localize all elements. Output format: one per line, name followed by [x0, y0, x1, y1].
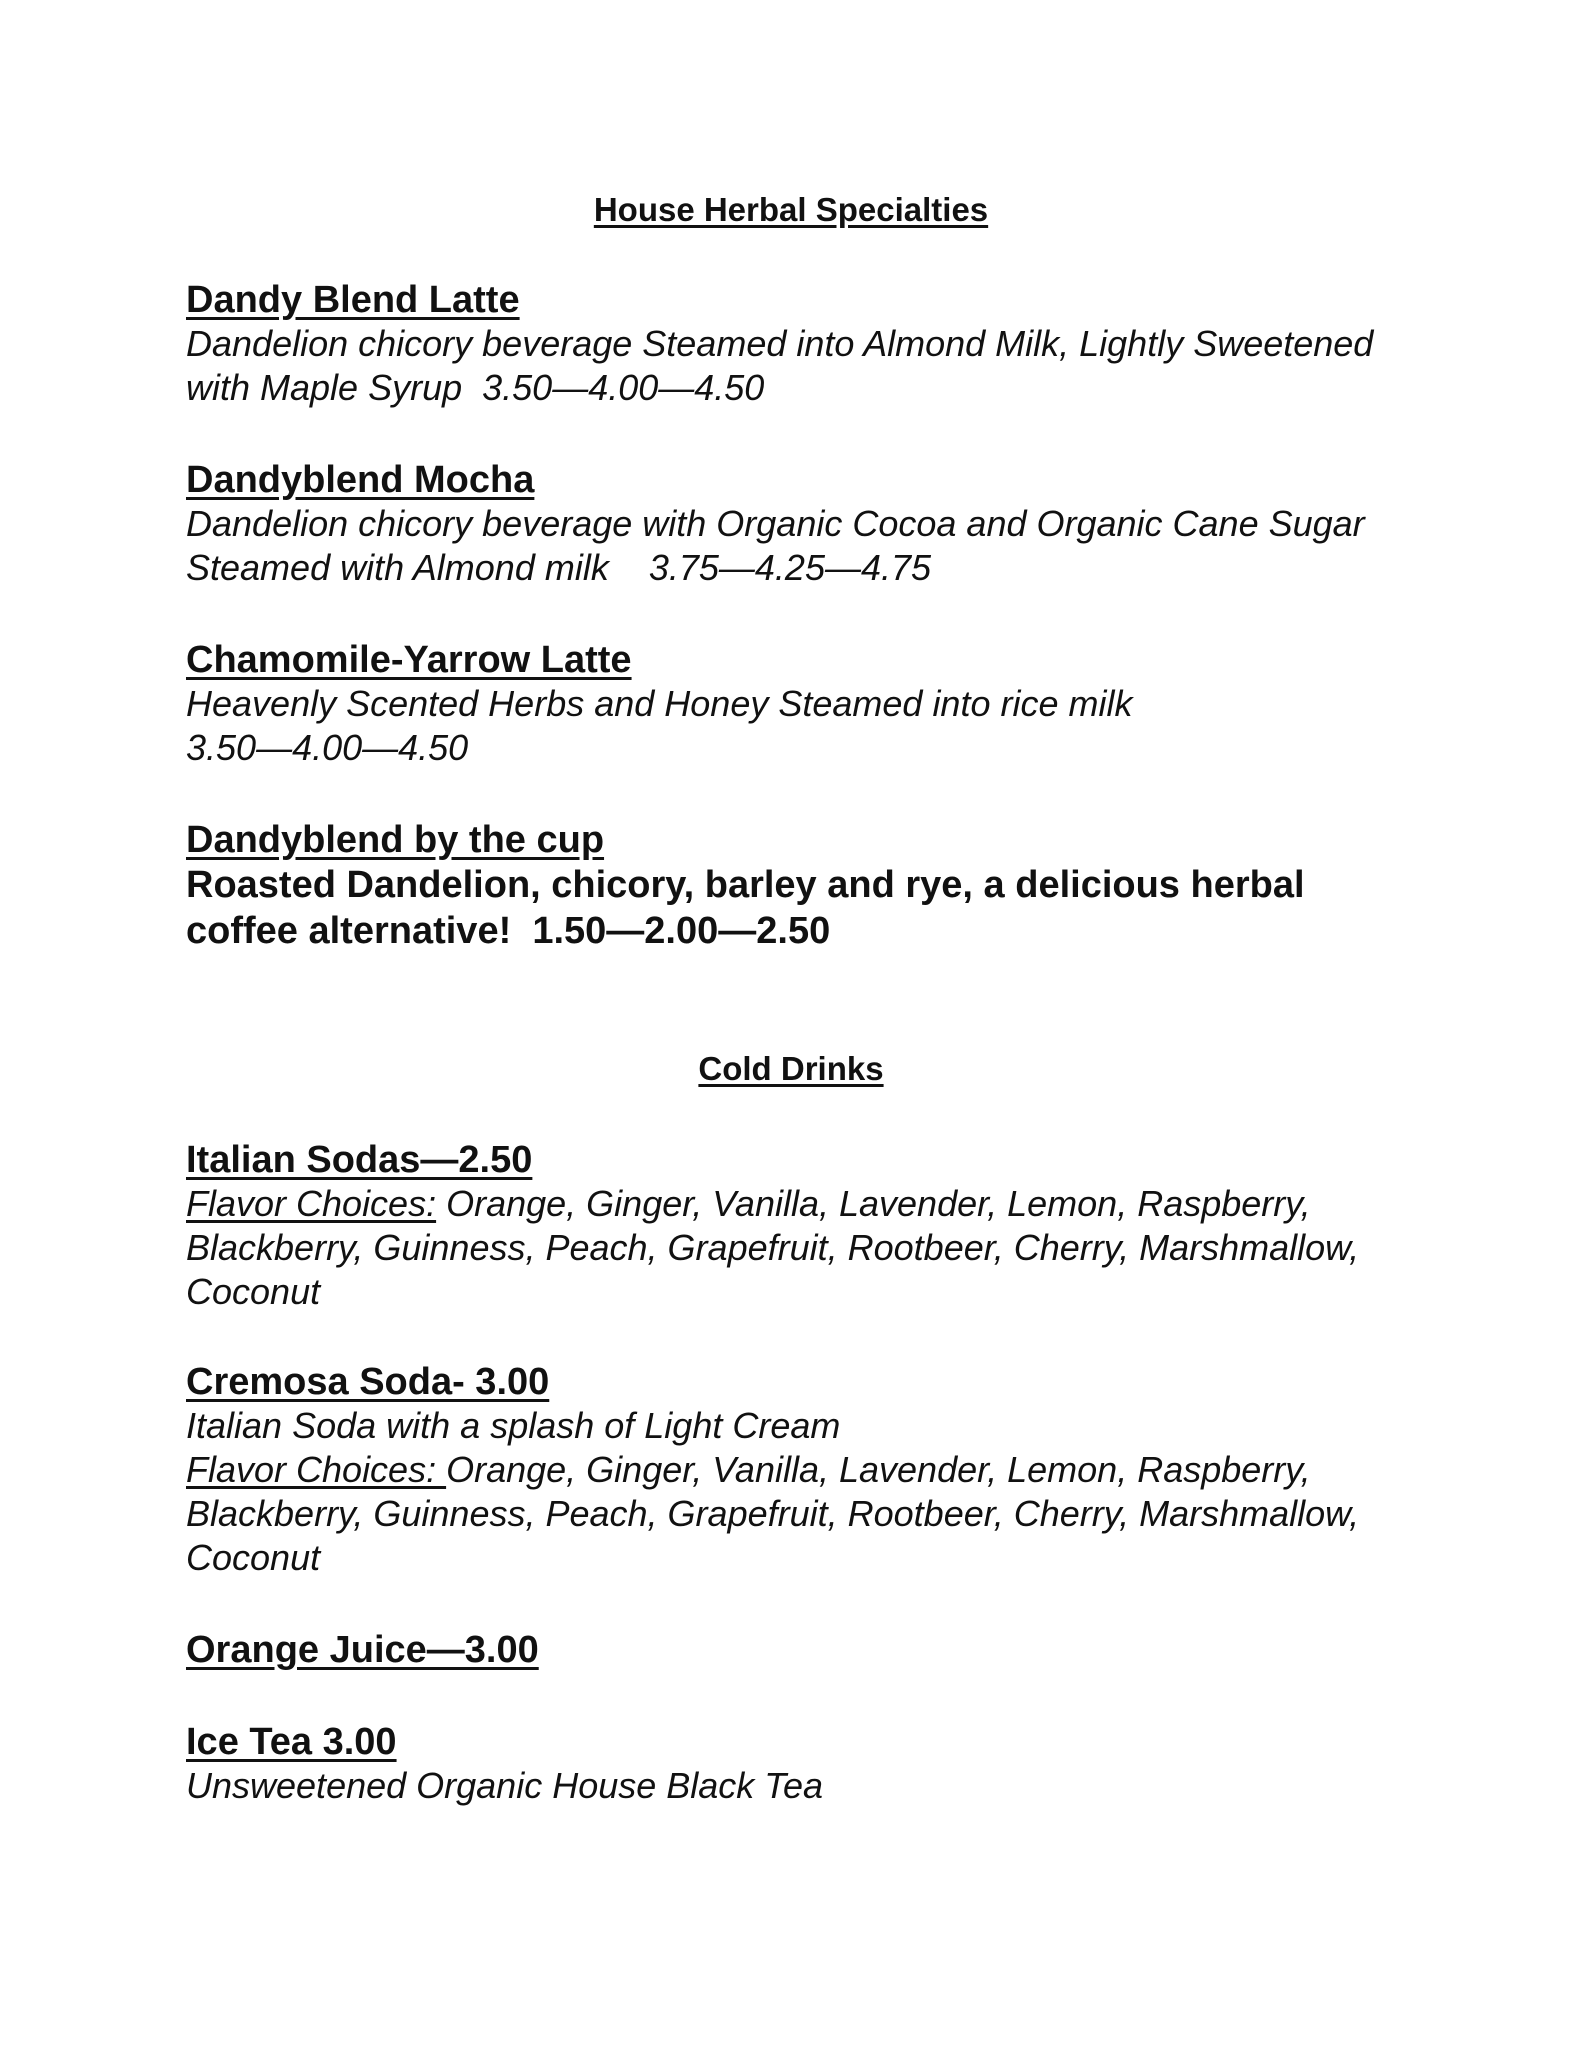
flavor-list: Orange, Ginger, Vanilla, Lavender, Lemon, Raspberry, [436, 1183, 1311, 1224]
flavor-choices-label: Flavor Choices: [186, 1449, 447, 1490]
flavor-list-line: Blackberry, Guinness, Peach, Grapefruit, Rootbeer, Cherry, Marshmallow, [186, 1493, 1360, 1534]
section-title-herbal: House Herbal Specialties [593, 191, 989, 228]
item-description-line: coffee alternative! 1.50—2.00—2.50 [186, 910, 831, 952]
flavor-choices-label: Flavor Choices: [186, 1183, 437, 1224]
item-title: Dandyblend Mocha [186, 459, 535, 501]
flavor-list-line: Coconut [186, 1271, 321, 1312]
item-description-line: Dandelion chicory beverage with Organic Cocoa and Organic Cane Sugar [186, 503, 1365, 544]
item-description-line: 3.50—4.00—4.50 [186, 727, 469, 768]
menu-item-orange-juice [186, 1628, 1416, 1672]
menu-item-ice-tea [186, 1720, 1416, 1808]
item-description-line: Heavenly Scented Herbs and Honey Steamed into rice milk [186, 683, 1133, 724]
flavor-list-line: Blackberry, Guinness, Peach, Grapefruit, Rootbeer, Cherry, Marshmallow, [186, 1227, 1360, 1268]
item-title: Dandy Blend Latte [186, 279, 520, 321]
item-description-line: Roasted Dandelion, chicory, barley and rye, a delicious herbal [186, 864, 1305, 906]
menu-item-italian-sodas [186, 1138, 1416, 1314]
flavor-list: Orange, Ginger, Vanilla, Lavender, Lemon, Raspberry, [446, 1449, 1311, 1490]
item-title: Ice Tea 3.00 [186, 1721, 397, 1763]
menu-item-dandyblend-mocha [186, 458, 1416, 590]
menu-item-chamomile-yarrow-latte [186, 638, 1416, 770]
item-description-line: with Maple Syrup 3.50—4.00—4.50 [186, 367, 765, 408]
menu-item-dandyblend-by-the-cup [186, 818, 1416, 954]
item-title: Cremosa Soda- 3.00 [186, 1361, 550, 1403]
item-description-line: Italian Soda with a splash of Light Cream [186, 1405, 841, 1446]
section-title-cold-drinks: Cold Drinks [698, 1050, 884, 1087]
item-title: Chamomile-Yarrow Latte [186, 639, 632, 681]
flavor-list-line: Coconut [186, 1537, 321, 1578]
item-title: Orange Juice—3.00 [186, 1629, 539, 1671]
item-title: Italian Sodas—2.50 [186, 1139, 533, 1181]
item-description-line: Dandelion chicory beverage Steamed into Almond Milk, Lightly Sweetened [186, 323, 1374, 364]
menu-item-cremosa-soda [186, 1360, 1416, 1580]
flavor-choices-line [186, 1448, 1416, 1492]
item-title: Dandyblend by the cup [186, 819, 605, 861]
menu-item-dandy-blend-latte [186, 278, 1416, 410]
item-description-line: Unsweetened Organic House Black Tea [186, 1765, 824, 1806]
flavor-choices-line [186, 1182, 1416, 1226]
item-description-line: Steamed with Almond milk 3.75—4.25—4.75 [186, 547, 932, 588]
